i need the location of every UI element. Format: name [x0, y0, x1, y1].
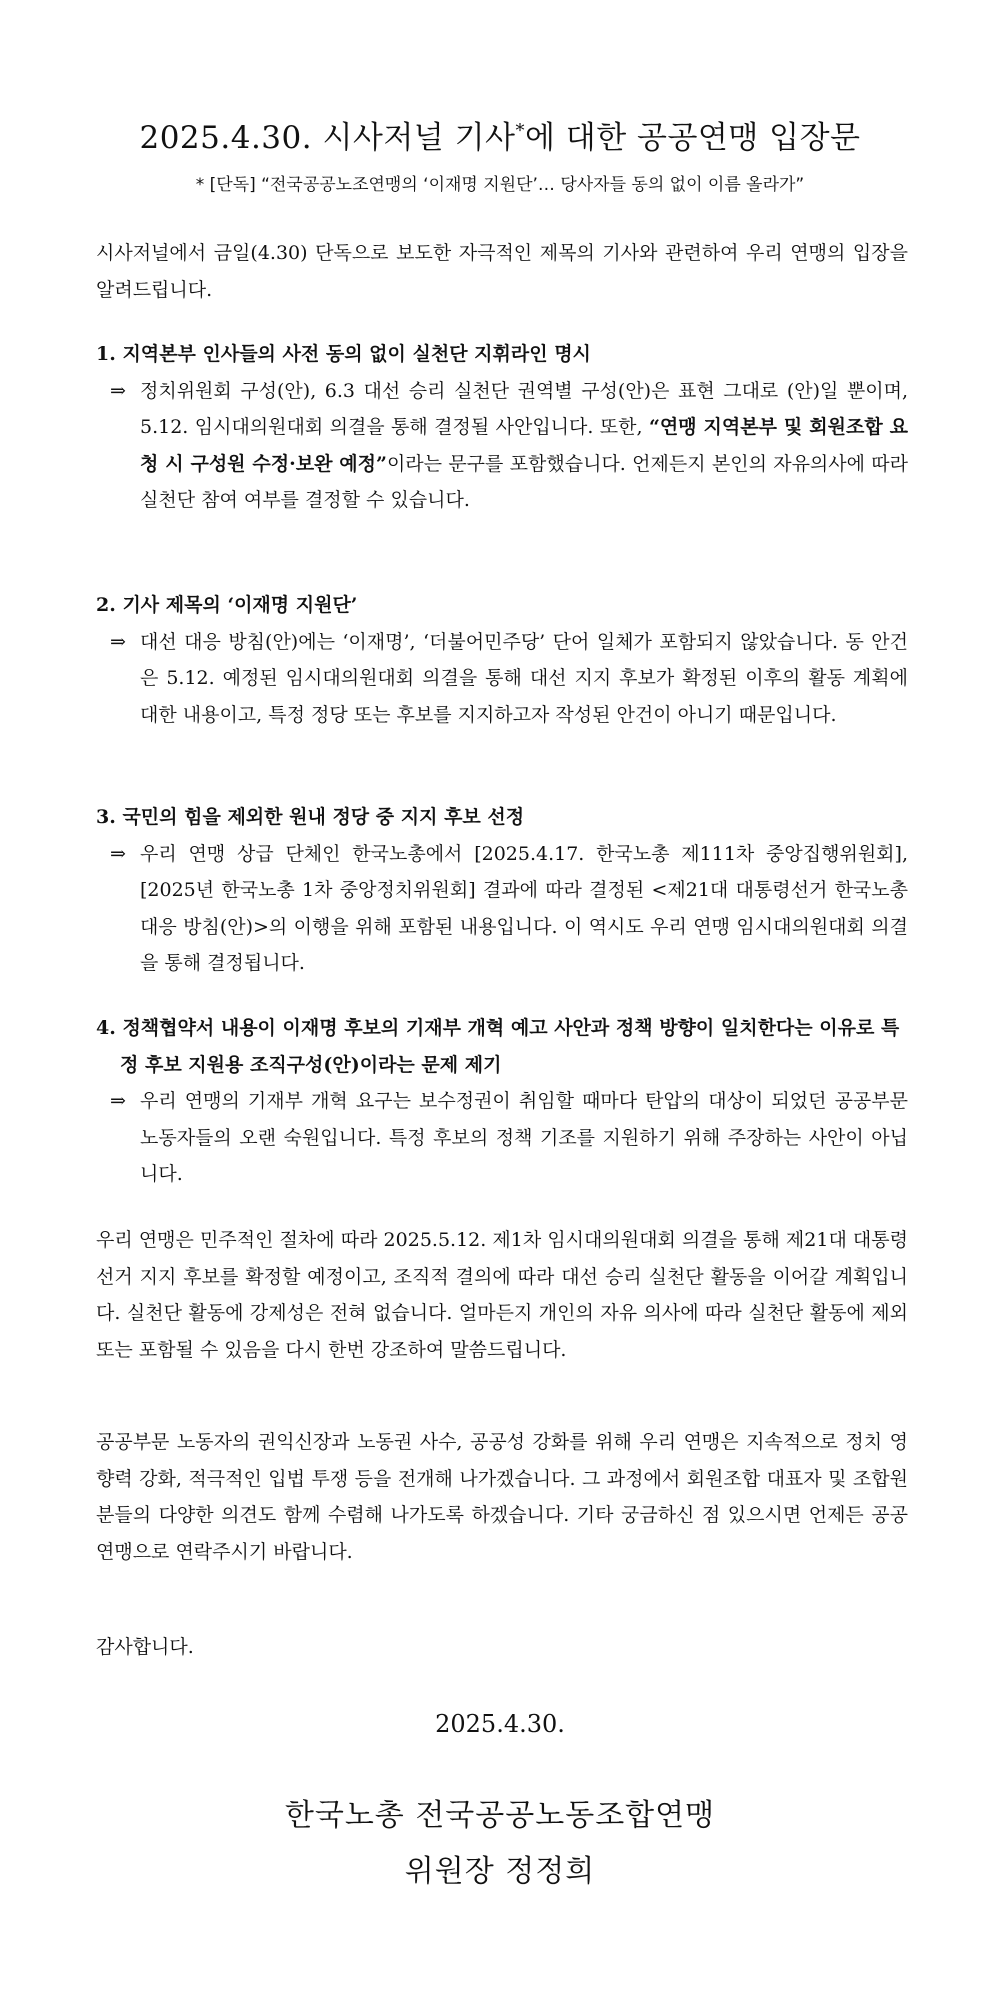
section-1-heading: 1. 지역본부 인사들의 사전 동의 없이 실천단 지휘라인 명시: [96, 343, 591, 365]
section-1: [96, 336, 908, 519]
issue-date: 2025.4.30.: [435, 1710, 565, 1738]
footnote-subtitle: * [단독] “전국공공노조연맹의 ‘이재명 지원단’… 당사자들 동의 없이 이름 올라가”: [195, 175, 805, 195]
section-3: [96, 799, 908, 982]
title-footnote-mark: *: [515, 120, 525, 142]
closing-paragraph-2: 공공부문 노동자의 권익신장과 노동권 사수, 공공성 강화를 위해 우리 연맹은 지속적으로 정치 영향력 강화, 적극적인 입법 투쟁 등을 전개해 나가겠습니다. 그 과정에서 회원조합 대표자 및 조합원분들의 다양한 의견도 함께 수렴해 나가도록 하겠습니다. 기타 궁금하신 점 있으시면 언제든 공공연맹으로 연락주시기 바랍니다.: [96, 1431, 908, 1563]
section-1-item: [96, 373, 908, 519]
section-3-body: 우리 연맹 상급 단체인 한국노총에서 [2025.4.17. 한국노총 제111차 중앙집행위원회], [2025년 한국노총 1차 중앙정치위원회] 결과에 따라 결정된 <제21대 대통령선거 한국노총 대응 방침(안)>의 이행을 위해 포함된 내용입니다. 이 역시도 우리 연맹 임시대의원대회 의결을 통해 결정됩니다.: [140, 842, 908, 974]
arrow-icon: ⇒: [110, 1090, 126, 1112]
section-4: [96, 1010, 908, 1193]
section-1-body-text-end: 이라는 문구를 포함했습니다. 언제든지 본인의 자유의사에 따라 실천단 참여 여부를 결정할 수 있습니다.: [140, 452, 909, 511]
section-2-item: [96, 624, 908, 734]
section-1-body-emphasis: “연맹 지역본부 및 회원조합 요청 시 구성원 수정·보완 예정”: [140, 416, 908, 475]
document-title: [0, 112, 1000, 157]
title-text-after: 에 대한 공공연맹 입장문: [524, 120, 861, 156]
closing-paragraph-1: 우리 연맹은 민주적인 절차에 따라 2025.5.12. 제1차 임시대의원대회 의결을 통해 제21대 대통령 선거 지지 후보를 확정할 예정이고, 조직적 결의에 따라 대선 승리 실천단 활동을 이어갈 계획입니다. 실천단 활동에 강제성은 전혀 없습니다. 얼마든지 개인의 자유 의사에 따라 실천단 활동에 제외 또는 포함될 수 있음을 다시 한번 강조하여 말씀드립니다.: [96, 1229, 908, 1361]
arrow-icon: ⇒: [110, 842, 126, 865]
section-2-heading: 2. 기사 제목의 ‘이재명 지원단’: [96, 594, 358, 616]
organization-name: 한국노총 전국공공노동조합연맹: [284, 1798, 716, 1833]
signatory: 위원장 정정희: [404, 1854, 596, 1889]
section-2: [96, 587, 908, 733]
section-3-heading: 3. 국민의 힘을 제외한 원내 정당 중 지지 후보 선정: [96, 806, 525, 828]
arrow-icon: ⇒: [110, 630, 126, 653]
section-1-body-text: 정치위원회 구성(안), 6.3 대선 승리 실천단 권역별 구성(안)은 표현 그대로 (안)일 뿐이며, 5.12. 임시대의원대회 의결을 통해 결정될 사안입니다. 또한,: [140, 379, 908, 438]
thanks-line: 감사합니다.: [96, 1636, 194, 1658]
intro-paragraph: 시사저널에서 금일(4.30) 단독으로 보도한 자극적인 제목의 기사와 관련하여 우리 연맹의 입장을 알려드립니다.: [96, 242, 908, 301]
section-3-item: [96, 836, 908, 982]
section-4-body: 우리 연맹의 기재부 개혁 요구는 보수정권이 취임할 때마다 탄압의 대상이 되었던 공공부문 노동자들의 오랜 숙원입니다. 특정 후보의 정책 기조를 지원하기 위해 주장하는 사안이 아닙니다.: [140, 1090, 908, 1185]
title-text: 2025.4.30. 시사저널 기사: [139, 120, 516, 156]
section-4-item: [96, 1083, 908, 1193]
arrow-icon: ⇒: [110, 379, 126, 402]
section-2-body: 대선 대응 방침(안)에는 ‘이재명’, ‘더불어민주당’ 단어 일체가 포함되지 않았습니다. 동 안건은 5.12. 예정된 임시대의원대회 의결을 통해 대선 지지 후보가 확정된 이후의 활동 계획에 대한 내용이고, 특정 정당 또는 후보를 지지하고자 작성된 안건이 아니기 때문입니다.: [140, 630, 908, 726]
section-1-body: [140, 373, 908, 519]
section-4-heading: 4. 정책협약서 내용이 이재명 후보의 기재부 개혁 예고 사안과 정책 방향이 일치한다는 이유로 특정 후보 지원용 조직구성(안)이라는 문제 제기: [96, 1017, 900, 1076]
